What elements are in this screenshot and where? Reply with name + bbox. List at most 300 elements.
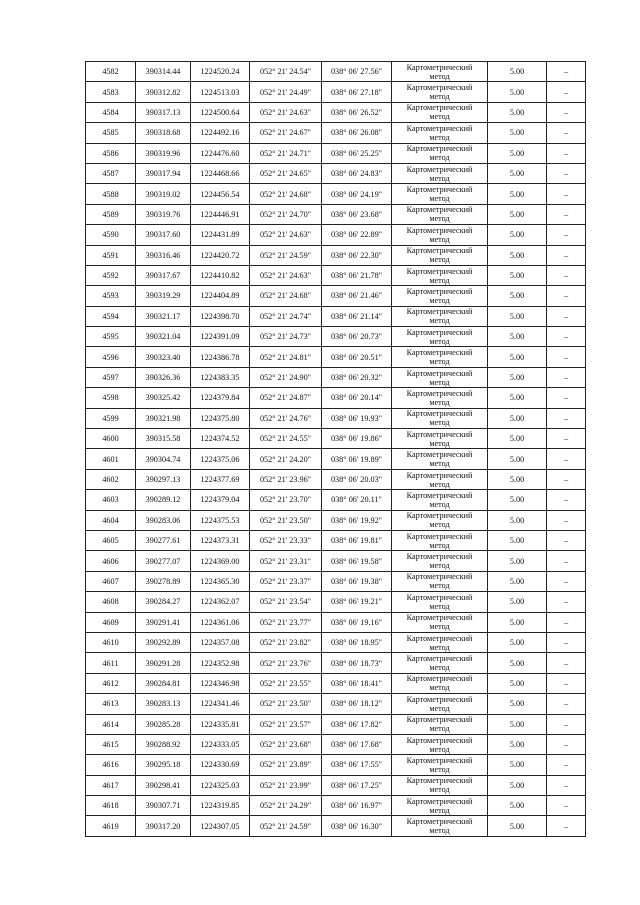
latitude-cell: 052° 21' 23.89" xyxy=(250,755,322,775)
point-number-cell: 4610 xyxy=(86,632,136,652)
table-row xyxy=(86,429,586,449)
x-coordinate-cell: 390319.02 xyxy=(136,184,191,204)
method-label-line2: метод xyxy=(429,581,450,591)
method-label-line1: Картометрический xyxy=(406,103,473,113)
x-coordinate-cell: 390312.82 xyxy=(136,82,191,102)
y-coordinate-cell: 1224476.60 xyxy=(191,143,250,163)
description-cell: – xyxy=(547,143,586,163)
method-label-line1: Картометрический xyxy=(406,185,473,195)
method-cell xyxy=(392,775,488,795)
point-number-cell: 4606 xyxy=(86,551,136,571)
y-coordinate-cell: 1224379.84 xyxy=(191,388,250,408)
y-coordinate-cell: 1224362.07 xyxy=(191,592,250,612)
latitude-cell: 052° 21' 24.59" xyxy=(250,245,322,265)
longitude-cell: 038° 06' 20.32" xyxy=(322,367,392,387)
method-label-line2: метод xyxy=(429,622,450,632)
method-label-line2: метод xyxy=(429,459,450,469)
method-label-line1: Картометрический xyxy=(406,266,473,276)
accuracy-cell: 5.00 xyxy=(488,347,547,367)
method-label-line2: метод xyxy=(429,71,450,81)
method-label-line1: Картометрический xyxy=(406,694,473,704)
method-cell xyxy=(392,755,488,775)
accuracy-cell: 5.00 xyxy=(488,714,547,734)
latitude-cell: 052° 21' 23.70" xyxy=(250,490,322,510)
method-cell xyxy=(392,163,488,183)
latitude-cell: 052° 21' 23.96" xyxy=(250,469,322,489)
description-cell: – xyxy=(547,714,586,734)
method-label-line2: метод xyxy=(429,92,450,102)
coordinates-table-body xyxy=(86,62,586,837)
y-coordinate-cell: 1224357.08 xyxy=(191,632,250,652)
accuracy-cell: 5.00 xyxy=(488,123,547,143)
x-coordinate-cell: 390326.36 xyxy=(136,367,191,387)
description-cell: – xyxy=(547,530,586,550)
point-number-cell: 4598 xyxy=(86,388,136,408)
longitude-cell: 038° 06' 27.56" xyxy=(322,62,392,82)
method-label-line1: Картометрический xyxy=(406,164,473,174)
method-label-line1: Картометрический xyxy=(406,205,473,215)
table-row xyxy=(86,469,586,489)
latitude-cell: 052° 21' 24.70" xyxy=(250,204,322,224)
x-coordinate-cell: 390295.18 xyxy=(136,755,191,775)
x-coordinate-cell: 390317.94 xyxy=(136,163,191,183)
accuracy-cell: 5.00 xyxy=(488,143,547,163)
accuracy-cell: 5.00 xyxy=(488,816,547,836)
y-coordinate-cell: 1224410.82 xyxy=(191,265,250,285)
point-number-cell: 4583 xyxy=(86,82,136,102)
method-label-line1: Картометрический xyxy=(406,83,473,93)
method-label-line2: метод xyxy=(429,764,450,774)
x-coordinate-cell: 390284.81 xyxy=(136,673,191,693)
y-coordinate-cell: 1224369.00 xyxy=(191,551,250,571)
method-label-line2: метод xyxy=(429,214,450,224)
longitude-cell: 038° 06' 21.78" xyxy=(322,265,392,285)
description-cell: – xyxy=(547,225,586,245)
latitude-cell: 052° 21' 23.54" xyxy=(250,592,322,612)
method-label-line2: метод xyxy=(429,255,450,265)
description-cell: – xyxy=(547,592,586,612)
method-cell xyxy=(392,62,488,82)
point-number-cell: 4615 xyxy=(86,734,136,754)
method-label-line2: метод xyxy=(429,703,450,713)
description-cell: – xyxy=(547,123,586,143)
longitude-cell: 038° 06' 19.92" xyxy=(322,510,392,530)
method-label-line1: Картометрический xyxy=(406,490,473,500)
y-coordinate-cell: 1224375.53 xyxy=(191,510,250,530)
coordinates-document xyxy=(85,61,585,837)
description-cell: – xyxy=(547,469,586,489)
table-row xyxy=(86,265,586,285)
description-cell: – xyxy=(547,306,586,326)
description-cell: – xyxy=(547,775,586,795)
table-row xyxy=(86,816,586,836)
method-cell xyxy=(392,449,488,469)
longitude-cell: 038° 06' 24.83" xyxy=(322,163,392,183)
y-coordinate-cell: 1224361.06 xyxy=(191,612,250,632)
x-coordinate-cell: 390321.98 xyxy=(136,408,191,428)
latitude-cell: 052° 21' 24.87" xyxy=(250,388,322,408)
method-label-line1: Картометрический xyxy=(406,674,473,684)
point-number-cell: 4601 xyxy=(86,449,136,469)
longitude-cell: 038° 06' 22.89" xyxy=(322,225,392,245)
method-label-line1: Картометрический xyxy=(406,429,473,439)
table-row xyxy=(86,123,586,143)
table-row xyxy=(86,102,586,122)
point-number-cell: 4600 xyxy=(86,429,136,449)
method-cell xyxy=(392,245,488,265)
description-cell: – xyxy=(547,490,586,510)
method-label-line2: метод xyxy=(429,663,450,673)
x-coordinate-cell: 390278.89 xyxy=(136,571,191,591)
method-label-line1: Картометрический xyxy=(406,531,473,541)
table-row xyxy=(86,653,586,673)
description-cell: – xyxy=(547,755,586,775)
method-cell xyxy=(392,306,488,326)
y-coordinate-cell: 1224330.69 xyxy=(191,755,250,775)
point-number-cell: 4596 xyxy=(86,347,136,367)
coordinates-table xyxy=(85,61,586,837)
point-number-cell: 4619 xyxy=(86,816,136,836)
longitude-cell: 038° 06' 20.03" xyxy=(322,469,392,489)
latitude-cell: 052° 21' 23.76" xyxy=(250,653,322,673)
x-coordinate-cell: 390325.42 xyxy=(136,388,191,408)
latitude-cell: 052° 21' 23.50" xyxy=(250,694,322,714)
method-label-line2: метод xyxy=(429,173,450,183)
method-label-line2: метод xyxy=(429,153,450,163)
method-cell xyxy=(392,632,488,652)
method-label-line1: Картометрический xyxy=(406,735,473,745)
x-coordinate-cell: 390297.13 xyxy=(136,469,191,489)
accuracy-cell: 5.00 xyxy=(488,286,547,306)
method-label-line1: Картометрический xyxy=(406,796,473,806)
table-row xyxy=(86,449,586,469)
x-coordinate-cell: 390317.60 xyxy=(136,225,191,245)
accuracy-cell: 5.00 xyxy=(488,510,547,530)
x-coordinate-cell: 390321.17 xyxy=(136,306,191,326)
longitude-cell: 038° 06' 17.55" xyxy=(322,755,392,775)
method-cell xyxy=(392,286,488,306)
longitude-cell: 038° 06' 22.30" xyxy=(322,245,392,265)
description-cell: – xyxy=(547,408,586,428)
point-number-cell: 4586 xyxy=(86,143,136,163)
method-cell xyxy=(392,551,488,571)
method-cell xyxy=(392,265,488,285)
longitude-cell: 038° 06' 18.41" xyxy=(322,673,392,693)
method-cell xyxy=(392,510,488,530)
latitude-cell: 052° 21' 24.63" xyxy=(250,102,322,122)
accuracy-cell: 5.00 xyxy=(488,796,547,816)
y-coordinate-cell: 1224520.24 xyxy=(191,62,250,82)
point-number-cell: 4612 xyxy=(86,673,136,693)
accuracy-cell: 5.00 xyxy=(488,653,547,673)
latitude-cell: 052° 21' 24.81" xyxy=(250,347,322,367)
table-row xyxy=(86,755,586,775)
x-coordinate-cell: 390315.58 xyxy=(136,429,191,449)
method-label-line2: метод xyxy=(429,561,450,571)
accuracy-cell: 5.00 xyxy=(488,225,547,245)
point-number-cell: 4599 xyxy=(86,408,136,428)
description-cell: – xyxy=(547,429,586,449)
x-coordinate-cell: 390321.04 xyxy=(136,327,191,347)
table-row xyxy=(86,286,586,306)
x-coordinate-cell: 390298.41 xyxy=(136,775,191,795)
y-coordinate-cell: 1224492.16 xyxy=(191,123,250,143)
latitude-cell: 052° 21' 23.31" xyxy=(250,551,322,571)
y-coordinate-cell: 1224379.04 xyxy=(191,490,250,510)
method-label-line2: метод xyxy=(429,295,450,305)
point-number-cell: 4608 xyxy=(86,592,136,612)
point-number-cell: 4617 xyxy=(86,775,136,795)
point-number-cell: 4604 xyxy=(86,510,136,530)
accuracy-cell: 5.00 xyxy=(488,265,547,285)
method-label-line2: метод xyxy=(429,479,450,489)
longitude-cell: 038° 06' 27.18" xyxy=(322,82,392,102)
description-cell: – xyxy=(547,694,586,714)
description-cell: – xyxy=(547,449,586,469)
x-coordinate-cell: 390317.13 xyxy=(136,102,191,122)
table-row xyxy=(86,775,586,795)
method-label-line2: метод xyxy=(429,805,450,815)
method-label-line1: Картометрический xyxy=(406,388,473,398)
accuracy-cell: 5.00 xyxy=(488,592,547,612)
method-label-line2: метод xyxy=(429,418,450,428)
accuracy-cell: 5.00 xyxy=(488,245,547,265)
latitude-cell: 052° 21' 24.68" xyxy=(250,286,322,306)
method-label-line2: метод xyxy=(429,194,450,204)
accuracy-cell: 5.00 xyxy=(488,163,547,183)
x-coordinate-cell: 390319.96 xyxy=(136,143,191,163)
y-coordinate-cell: 1224383.35 xyxy=(191,367,250,387)
method-label-line1: Картометрический xyxy=(406,511,473,521)
y-coordinate-cell: 1224335.81 xyxy=(191,714,250,734)
x-coordinate-cell: 390291.28 xyxy=(136,653,191,673)
method-label-line1: Картометрический xyxy=(406,470,473,480)
y-coordinate-cell: 1224391.09 xyxy=(191,327,250,347)
table-row xyxy=(86,490,586,510)
longitude-cell: 038° 06' 17.68" xyxy=(322,734,392,754)
x-coordinate-cell: 390288.92 xyxy=(136,734,191,754)
longitude-cell: 038° 06' 24.19" xyxy=(322,184,392,204)
accuracy-cell: 5.00 xyxy=(488,327,547,347)
longitude-cell: 038° 06' 19.58" xyxy=(322,551,392,571)
method-cell xyxy=(392,143,488,163)
y-coordinate-cell: 1224333.05 xyxy=(191,734,250,754)
x-coordinate-cell: 390292.89 xyxy=(136,632,191,652)
accuracy-cell: 5.00 xyxy=(488,204,547,224)
accuracy-cell: 5.00 xyxy=(488,673,547,693)
point-number-cell: 4595 xyxy=(86,327,136,347)
method-label-line1: Картометрический xyxy=(406,348,473,358)
accuracy-cell: 5.00 xyxy=(488,449,547,469)
x-coordinate-cell: 390291.41 xyxy=(136,612,191,632)
latitude-cell: 052° 21' 24.54" xyxy=(250,62,322,82)
table-row xyxy=(86,592,586,612)
table-row xyxy=(86,388,586,408)
method-label-line1: Картометрический xyxy=(406,755,473,765)
latitude-cell: 052° 21' 24.63" xyxy=(250,225,322,245)
point-number-cell: 4582 xyxy=(86,62,136,82)
latitude-cell: 052° 21' 23.50" xyxy=(250,510,322,530)
latitude-cell: 052° 21' 24.67" xyxy=(250,123,322,143)
description-cell: – xyxy=(547,388,586,408)
table-row xyxy=(86,204,586,224)
longitude-cell: 038° 06' 16.30" xyxy=(322,816,392,836)
method-label-line2: метод xyxy=(429,744,450,754)
longitude-cell: 038° 06' 20.14" xyxy=(322,388,392,408)
method-cell xyxy=(392,673,488,693)
method-label-line1: Картометрический xyxy=(406,633,473,643)
description-cell: – xyxy=(547,327,586,347)
y-coordinate-cell: 1224374.52 xyxy=(191,429,250,449)
longitude-cell: 038° 06' 25.25" xyxy=(322,143,392,163)
method-label-line1: Картометрический xyxy=(406,552,473,562)
longitude-cell: 038° 06' 18.95" xyxy=(322,632,392,652)
latitude-cell: 052° 21' 24.73" xyxy=(250,327,322,347)
latitude-cell: 052° 21' 23.55" xyxy=(250,673,322,693)
accuracy-cell: 5.00 xyxy=(488,184,547,204)
method-label-line1: Картометрический xyxy=(406,450,473,460)
y-coordinate-cell: 1224386.78 xyxy=(191,347,250,367)
y-coordinate-cell: 1224346.98 xyxy=(191,673,250,693)
longitude-cell: 038° 06' 17.82" xyxy=(322,714,392,734)
x-coordinate-cell: 390289.12 xyxy=(136,490,191,510)
method-label-line1: Картометрический xyxy=(406,327,473,337)
table-row xyxy=(86,306,586,326)
method-cell xyxy=(392,694,488,714)
method-label-line1: Картометрический xyxy=(406,592,473,602)
y-coordinate-cell: 1224375.06 xyxy=(191,449,250,469)
longitude-cell: 038° 06' 21.14" xyxy=(322,306,392,326)
longitude-cell: 038° 06' 20.11" xyxy=(322,490,392,510)
longitude-cell: 038° 06' 26.52" xyxy=(322,102,392,122)
point-number-cell: 4593 xyxy=(86,286,136,306)
accuracy-cell: 5.00 xyxy=(488,408,547,428)
latitude-cell: 052° 21' 24.74" xyxy=(250,306,322,326)
method-cell xyxy=(392,592,488,612)
longitude-cell: 038° 06' 19.16" xyxy=(322,612,392,632)
table-row xyxy=(86,225,586,245)
longitude-cell: 038° 06' 20.51" xyxy=(322,347,392,367)
table-row xyxy=(86,347,586,367)
method-label-line2: метод xyxy=(429,234,450,244)
y-coordinate-cell: 1224373.31 xyxy=(191,530,250,550)
description-cell: – xyxy=(547,632,586,652)
y-coordinate-cell: 1224456.54 xyxy=(191,184,250,204)
point-number-cell: 4618 xyxy=(86,796,136,816)
table-row xyxy=(86,530,586,550)
latitude-cell: 052° 21' 24.68" xyxy=(250,184,322,204)
x-coordinate-cell: 390284.27 xyxy=(136,592,191,612)
longitude-cell: 038° 06' 19.93" xyxy=(322,408,392,428)
y-coordinate-cell: 1224468.66 xyxy=(191,163,250,183)
method-label-line1: Картометрический xyxy=(406,654,473,664)
latitude-cell: 052° 21' 24.63" xyxy=(250,265,322,285)
latitude-cell: 052° 21' 24.55" xyxy=(250,429,322,449)
table-row xyxy=(86,245,586,265)
method-label-line2: метод xyxy=(429,540,450,550)
latitude-cell: 052° 21' 23.99" xyxy=(250,775,322,795)
x-coordinate-cell: 390318.68 xyxy=(136,123,191,143)
table-row xyxy=(86,408,586,428)
accuracy-cell: 5.00 xyxy=(488,62,547,82)
method-cell xyxy=(392,653,488,673)
x-coordinate-cell: 390283.06 xyxy=(136,510,191,530)
description-cell: – xyxy=(547,571,586,591)
longitude-cell: 038° 06' 19.86" xyxy=(322,429,392,449)
table-row xyxy=(86,632,586,652)
description-cell: – xyxy=(547,653,586,673)
table-row xyxy=(86,327,586,347)
method-cell xyxy=(392,347,488,367)
y-coordinate-cell: 1224375.80 xyxy=(191,408,250,428)
method-label-line1: Картометрический xyxy=(406,776,473,786)
method-label-line1: Картометрический xyxy=(406,409,473,419)
method-label-line2: метод xyxy=(429,275,450,285)
latitude-cell: 052° 21' 23.82" xyxy=(250,632,322,652)
accuracy-cell: 5.00 xyxy=(488,388,547,408)
method-label-line2: метод xyxy=(429,357,450,367)
y-coordinate-cell: 1224420.72 xyxy=(191,245,250,265)
y-coordinate-cell: 1224365.30 xyxy=(191,571,250,591)
y-coordinate-cell: 1224500.64 xyxy=(191,102,250,122)
description-cell: – xyxy=(547,673,586,693)
description-cell: – xyxy=(547,796,586,816)
accuracy-cell: 5.00 xyxy=(488,551,547,571)
longitude-cell: 038° 06' 26.08" xyxy=(322,123,392,143)
method-cell xyxy=(392,408,488,428)
latitude-cell: 052° 21' 24.49" xyxy=(250,82,322,102)
method-label-line2: метод xyxy=(429,683,450,693)
longitude-cell: 038° 06' 19.38" xyxy=(322,571,392,591)
method-cell xyxy=(392,571,488,591)
latitude-cell: 052° 21' 24.29" xyxy=(250,796,322,816)
method-cell xyxy=(392,388,488,408)
method-label-line1: Картометрический xyxy=(406,123,473,133)
method-label-line2: метод xyxy=(429,499,450,509)
accuracy-cell: 5.00 xyxy=(488,82,547,102)
description-cell: – xyxy=(547,551,586,571)
point-number-cell: 4590 xyxy=(86,225,136,245)
method-label-line1: Картометрический xyxy=(406,144,473,154)
accuracy-cell: 5.00 xyxy=(488,469,547,489)
method-cell xyxy=(392,469,488,489)
x-coordinate-cell: 390283.13 xyxy=(136,694,191,714)
method-cell xyxy=(392,490,488,510)
point-number-cell: 4588 xyxy=(86,184,136,204)
point-number-cell: 4592 xyxy=(86,265,136,285)
point-number-cell: 4585 xyxy=(86,123,136,143)
x-coordinate-cell: 390317.67 xyxy=(136,265,191,285)
method-label-line1: Картометрический xyxy=(406,62,473,72)
y-coordinate-cell: 1224307.05 xyxy=(191,816,250,836)
method-label-line1: Картометрический xyxy=(406,613,473,623)
y-coordinate-cell: 1224341.46 xyxy=(191,694,250,714)
table-row xyxy=(86,796,586,816)
method-label-line2: метод xyxy=(429,377,450,387)
point-number-cell: 4609 xyxy=(86,612,136,632)
latitude-cell: 052° 21' 23.68" xyxy=(250,734,322,754)
method-cell xyxy=(392,796,488,816)
description-cell: – xyxy=(547,510,586,530)
longitude-cell: 038° 06' 21.46" xyxy=(322,286,392,306)
y-coordinate-cell: 1224377.69 xyxy=(191,469,250,489)
description-cell: – xyxy=(547,204,586,224)
longitude-cell: 038° 06' 23.68" xyxy=(322,204,392,224)
method-label-line2: метод xyxy=(429,642,450,652)
y-coordinate-cell: 1224325.03 xyxy=(191,775,250,795)
point-number-cell: 4591 xyxy=(86,245,136,265)
description-cell: – xyxy=(547,82,586,102)
